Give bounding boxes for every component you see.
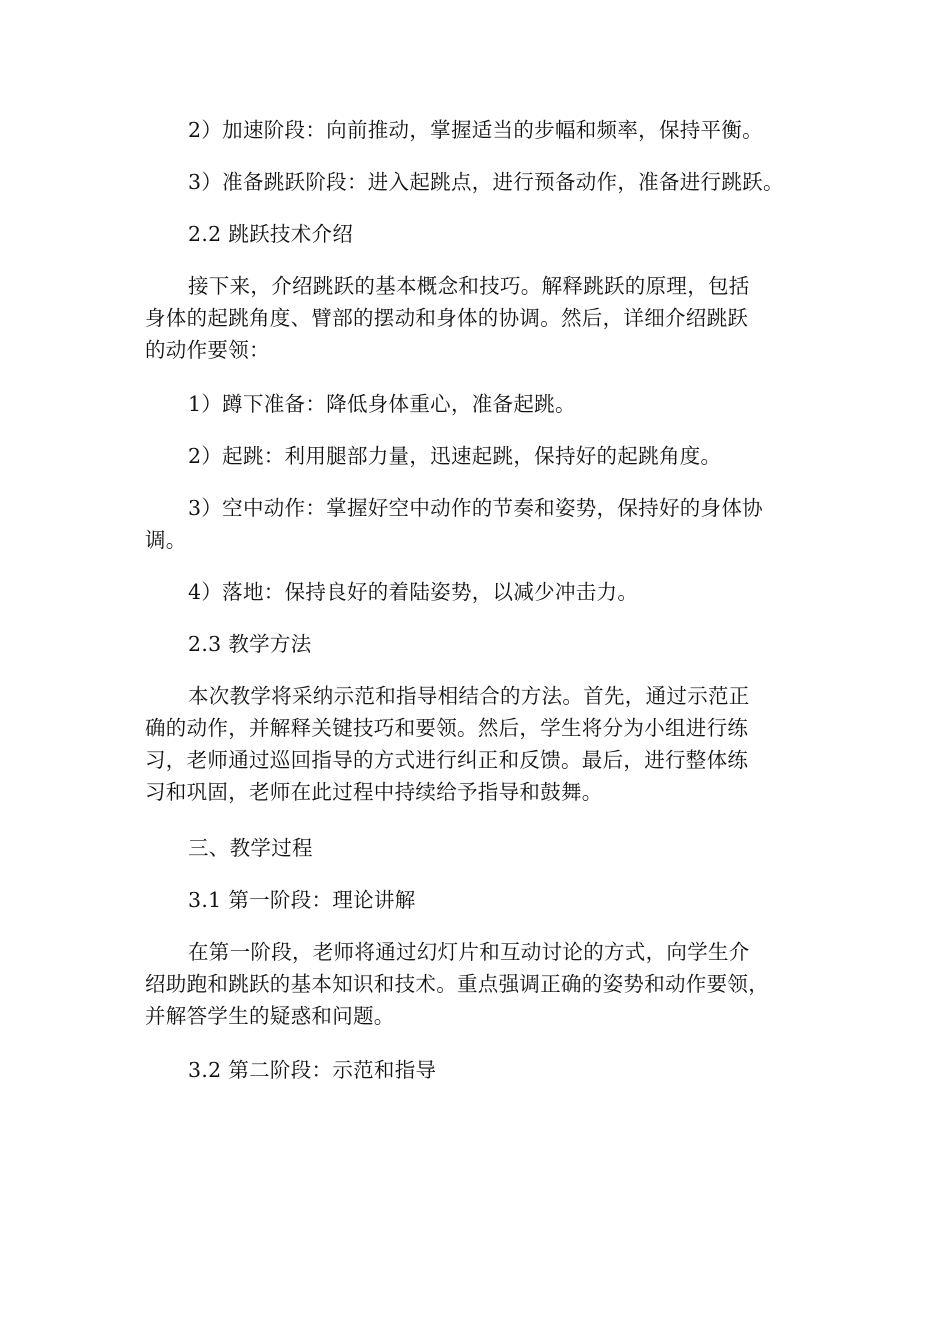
paragraph-teaching-method-line-2: 确的动作，并解释关键技巧和要领。然后，学生将分为小组进行练 (145, 716, 749, 740)
document-body (145, 114, 815, 1086)
section-heading-3-2: 3.2 第二阶段：示范和指导 (188, 1058, 437, 1082)
chapter-heading-teaching-process: 三、教学过程 (188, 836, 313, 860)
paragraph-jump-intro-line-3: 的动作要领： (145, 338, 270, 362)
paragraph-jump-intro-line-2: 身体的起跳角度、臂部的摆动和身体的协调。然后，详细介绍跳跃 (145, 306, 749, 330)
section-heading-3-1: 3.1 第一阶段：理论讲解 (188, 888, 416, 912)
list-item-air-action-line-1: 3）空中动作：掌握好空中动作的节奏和姿势，保持好的身体协 (188, 496, 763, 520)
list-item-jump-preparation-phase: 3）准备跳跃阶段：进入起跳点，进行预备动作，准备进行跳跃。 (188, 170, 784, 194)
list-item-landing: 4）落地：保持良好的着陆姿势，以减少冲击力。 (188, 580, 639, 604)
paragraph-theory-line-1: 在第一阶段，老师将通过幻灯片和互动讨论的方式，向学生介 (188, 940, 750, 964)
section-heading-2-2: 2.2 跳跃技术介绍 (188, 222, 354, 246)
paragraph-jump-intro-line-1: 接下来，介绍跳跃的基本概念和技巧。解释跳跃的原理，包括 (188, 274, 750, 298)
paragraph-teaching-method-line-4: 习和巩固，老师在此过程中持续给予指导和鼓舞。 (145, 780, 603, 804)
list-item-squat-preparation: 1）蹲下准备：降低身体重心，准备起跳。 (188, 392, 576, 416)
paragraph-teaching-method-line-1: 本次教学将采纳示范和指导相结合的方法。首先，通过示范正 (188, 684, 750, 708)
section-heading-2-3: 2.3 教学方法 (188, 632, 312, 656)
paragraph-theory-line-2: 绍助跑和跳跃的基本知识和技术。重点强调正确的姿势和动作要领， (145, 972, 769, 996)
paragraph-theory-line-3: 并解答学生的疑惑和问题。 (145, 1004, 395, 1028)
list-item-air-action-line-2: 调。 (145, 528, 187, 552)
paragraph-teaching-method-line-3: 习，老师通过巡回指导的方式进行纠正和反馈。最后，进行整体练 (145, 748, 749, 772)
list-item-takeoff: 2）起跳：利用腿部力量，迅速起跳，保持好的起跳角度。 (188, 444, 722, 468)
list-item-acceleration-phase: 2）加速阶段：向前推动，掌握适当的步幅和频率，保持平衡。 (188, 118, 763, 142)
